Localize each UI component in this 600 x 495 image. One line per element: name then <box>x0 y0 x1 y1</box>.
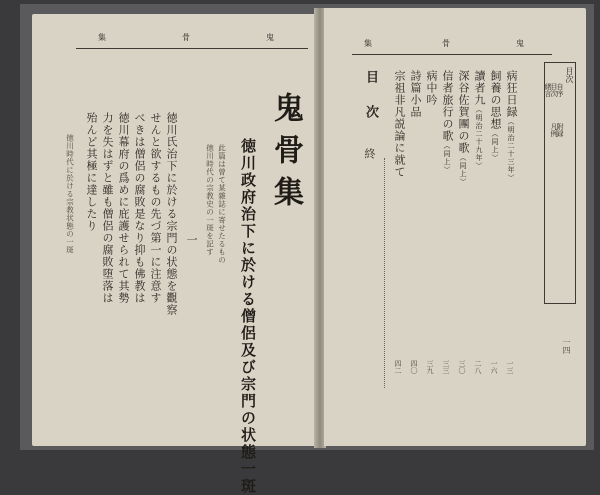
side-index-item: 緒言 <box>544 83 552 97</box>
toc-entry: 飼養の思想（同上） <box>489 70 502 162</box>
side-index-box <box>544 62 576 304</box>
toc-page-number: 一三 <box>506 360 514 374</box>
leader-line <box>384 158 386 388</box>
page-folio: 一四 <box>562 338 571 354</box>
side-index-item: 凡例 <box>550 123 558 137</box>
body-column: 徳川氏治下に於ける宗門の状態を觀察 <box>165 112 178 316</box>
running-header-char: 集 <box>364 39 374 48</box>
toc-entry: 病狂日録（明治二十三年） <box>505 70 518 182</box>
toc-entry: 宗祖非凡説論に就て <box>393 70 406 178</box>
running-header-char: 鬼 <box>266 33 276 42</box>
open-book <box>20 4 594 495</box>
toc-entry: 讀者九（明治二十九年） <box>473 70 486 170</box>
note-column: 此篇は曾て某雜誌に寄せたるもの <box>217 144 227 264</box>
toc-page-number: 二八 <box>474 360 482 374</box>
side-index-header: 目次 <box>565 67 574 83</box>
bottom-note: 徳川時代に於ける宗教状態の一斑 <box>65 134 75 254</box>
contents-end-mark: 終 <box>363 148 376 160</box>
toc-page-number: 三九 <box>426 360 434 374</box>
body-column: べきは僧侶の腐敗是なり抑も佛教は <box>133 112 146 304</box>
contents-title: 目次 <box>363 70 378 140</box>
toc-entry: 詩篇小品 <box>409 70 422 118</box>
running-header-char: 集 <box>98 33 108 42</box>
side-index-item: 自序 <box>556 83 564 97</box>
essay-title: 徳川政府治下に於ける僧侶及び宗門の状態一斑 <box>239 138 257 495</box>
toc-page-number: 三三 <box>442 360 450 374</box>
toc-page-number: 三〇 <box>458 360 466 374</box>
toc-page-number: 一六 <box>490 360 498 374</box>
body-column: 殆んど其極に達したり <box>85 112 98 232</box>
side-index-item: 目次 <box>550 83 558 97</box>
body-column: 徳川幕府の爲めに庇護せられて其勢 <box>117 112 130 304</box>
body-column: せんと欲するもの先づ第一に注意す <box>149 112 162 304</box>
toc-entry: 深谷佐賀團の歌（同上） <box>457 70 470 186</box>
right-page <box>324 8 586 446</box>
header-rule <box>76 48 308 49</box>
toc-page-number: 四〇 <box>410 360 418 374</box>
book-title: 鬼骨集 <box>268 92 303 218</box>
left-page <box>32 14 316 495</box>
running-header-char: 鬼 <box>516 39 526 48</box>
toc-page-number: 四二 <box>394 360 402 374</box>
side-index-item: 附録 <box>556 123 564 137</box>
running-header-char: 骨 <box>182 33 192 42</box>
note-column: 徳川時代の宗教史の一斑を記す <box>205 144 215 256</box>
toc-entry: 病中吟 <box>425 70 438 106</box>
running-header-char: 骨 <box>442 39 452 48</box>
section-number: 一 <box>185 234 198 246</box>
header-rule <box>352 54 552 55</box>
toc-entry: 信者旅行の歌（同上） <box>441 70 454 174</box>
body-column: 力を失はずと雖も僧侶の腐敗堕落は <box>101 112 114 304</box>
